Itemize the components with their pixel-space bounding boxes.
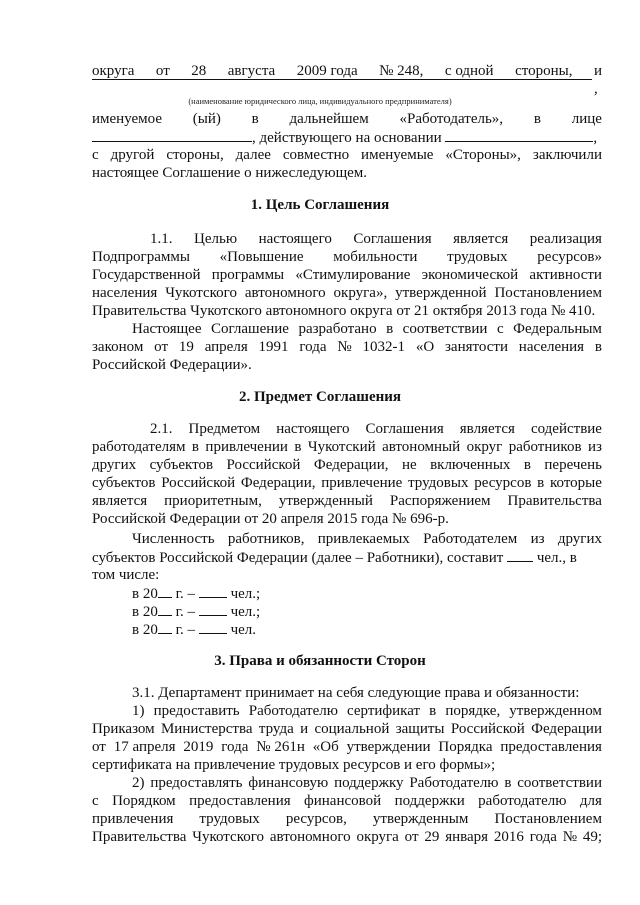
s3-item2-line-4: Правительства Чукотского автономного округа от 29 января 2016 года № 49; <box>92 829 602 845</box>
count-blank <box>199 584 227 598</box>
section-3-heading: 3. Права и обязанности Сторон <box>214 653 426 669</box>
intro-line-5: с другой стороны, далее совместно именуемые «Стороны», заключили <box>92 147 602 163</box>
s2-p2-line-1: Численность работников, привлекаемых Работодателем из других <box>132 531 602 547</box>
s1-p1-line-1: 1.1. Целью настоящего Соглашения является реализация <box>150 231 602 247</box>
s3-item2-line-3: привлечения трудовых ресурсов, утвержденным Постановлением <box>92 811 602 827</box>
count-blank <box>199 602 227 616</box>
s1-p1-line-2: Подпрограммы «Повышение мобильности трудовых ресурсов» <box>92 249 602 265</box>
s3-intro: 3.1. Департамент принимает на себя следующие права и обязанности: <box>132 685 580 701</box>
year-blank <box>158 602 172 616</box>
year-row-1: в 20 г. – чел.; <box>132 586 261 602</box>
s2-p1-line-4: субъектов Российской Федерации, привлечение трудовых ресурсов в которые <box>92 475 602 491</box>
section-1-heading: 1. Цель Соглашения <box>250 197 390 213</box>
year-blank <box>158 584 172 598</box>
s2-p1-line-5: является приоритетным, утвержденный Распоряжением Правительства <box>92 493 602 509</box>
s2-p2-line-2: субъектов Российской Федерации (далее – Работники), составит чел., в <box>92 550 577 566</box>
s2-p1-line-2: работодателям в привлечении в Чукотский автономный округ работников из <box>92 439 602 455</box>
intro-line-1: округа от 28 августа 2009 года № 248, с одной стороны, и <box>92 63 602 79</box>
s1-p1-line-5: Правительства Чукотского автономного округа от 21 октября 2013 года № 410. <box>92 303 596 319</box>
section-2-heading: 2. Предмет Соглашения <box>238 389 402 405</box>
s3-item1-line-4: сертификата на привлечение трудовых ресурсов и его формы»; <box>92 757 496 773</box>
s2-p1-line-3: других субъектов Российской Федерации, не включенных в перечень <box>92 457 602 473</box>
basis-blank <box>445 128 593 142</box>
representative-blank <box>92 128 252 142</box>
s1-p2-line-1: Настоящее Соглашение разработано в соответствии с Федеральным <box>132 321 602 337</box>
s1-p1-line-3: Государственной программы «Стимулирование экономической активности <box>92 267 602 283</box>
year-blank <box>158 620 172 634</box>
s1-p1-line-4: населения Чукотского автономного округа», утвержденной Постановлением <box>92 285 602 301</box>
s2-p1-line-6: Российской Федерации от 20 апреля 2015 года № 696-р. <box>92 511 449 527</box>
s3-item1-line-2: Приказом Министерства труда и социальной защиты Российской Федерации <box>92 721 602 737</box>
intro-line-6: настоящее Соглашение о нижеследующем. <box>92 165 368 181</box>
intro-line-4: , действующего на основании , <box>92 128 602 147</box>
s3-item2-line-1: 2) предоставлять финансовую поддержку Работодателю в соответствии <box>132 775 602 791</box>
s3-item1-line-3: от 17 апреля 2019 года № 261н «Об утверждении Порядка предоставления <box>92 739 602 755</box>
s1-p2-line-2: законом от 19 апреля 1991 года № 1032-1 «О занятости населения в <box>92 339 602 355</box>
year-row-3: в 20 г. – чел. <box>132 622 256 638</box>
employer-name-caption: (наименование юридического лица, индивидуального предпринимателя) <box>188 96 452 106</box>
employer-name-blank <box>92 79 592 80</box>
s3-item1-line-1: 1) предоставить Работодателю сертификат в порядке, утвержденном <box>132 703 602 719</box>
s3-item2-line-2: с Порядком предоставления финансовой поддержки работодателю для <box>92 793 602 809</box>
count-blank <box>199 620 227 634</box>
intro-comma: , <box>594 81 598 97</box>
s2-p2-line-3: том числе: <box>92 567 160 583</box>
s1-p2-line-3: Российской Федерации». <box>92 357 252 373</box>
year-row-2: в 20 г. – чел.; <box>132 604 261 620</box>
intro-line-3: именуемое (ый) в дальнейшем «Работодатель», в лице <box>92 111 602 127</box>
s2-p1-line-1: 2.1. Предметом настоящего Соглашения является содействие <box>150 421 602 437</box>
worker-count-blank <box>507 548 533 562</box>
